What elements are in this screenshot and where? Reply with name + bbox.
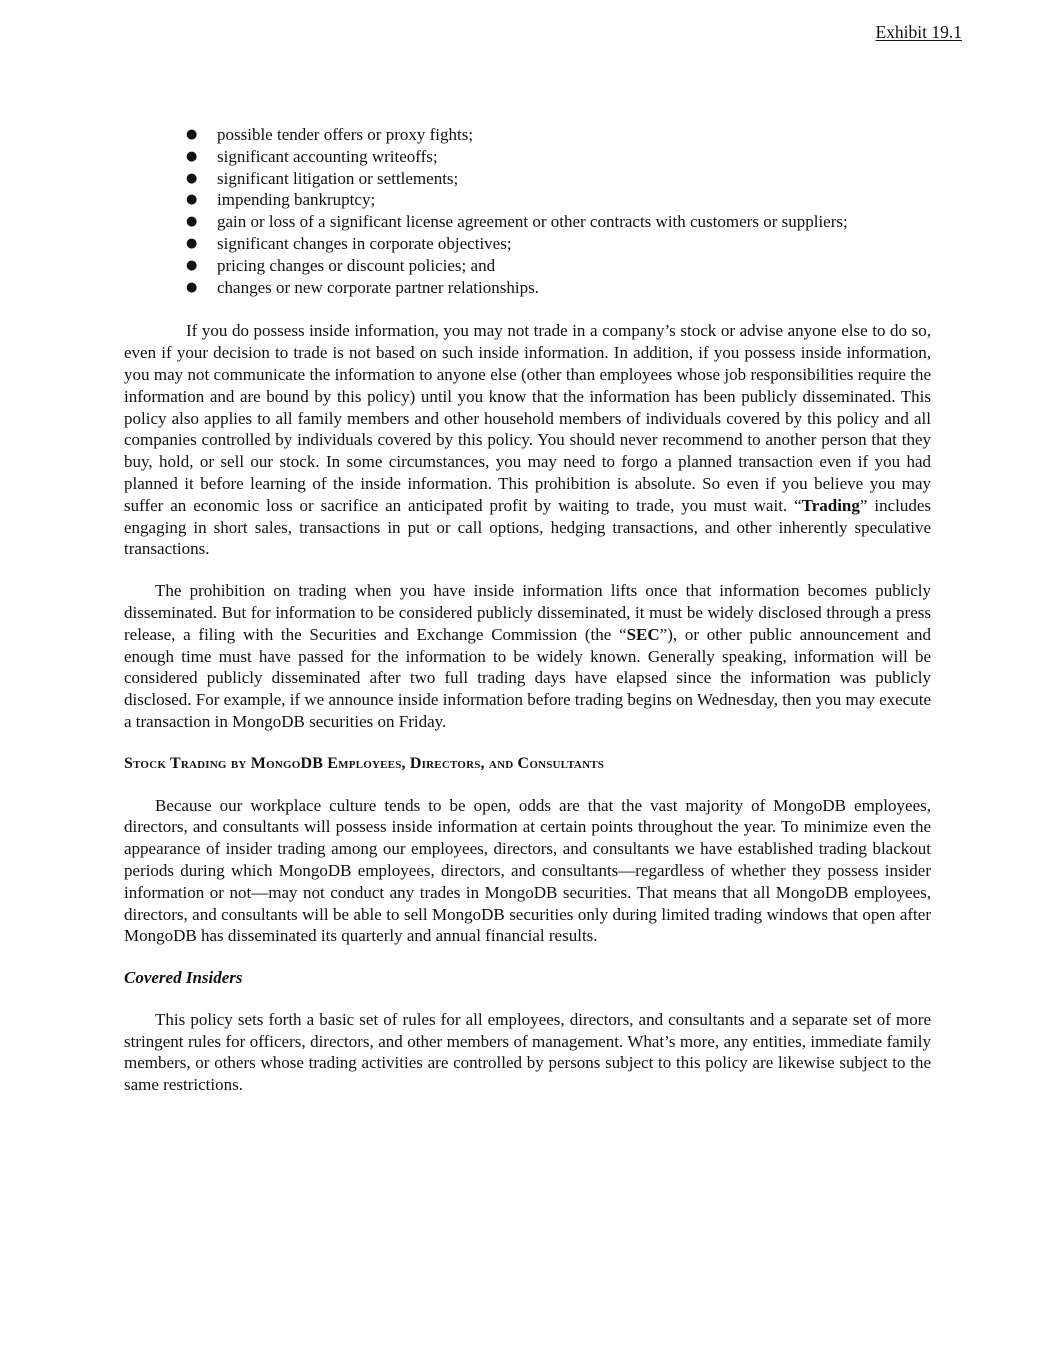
- bullet-icon: ●: [186, 170, 198, 186]
- list-item-text: pricing changes or discount policies; and: [217, 255, 496, 275]
- list-item-text: gain or loss of a significant license agreement or other contracts with customers or suppliers;: [217, 212, 848, 232]
- covered-insiders-paragraph: This policy sets forth a basic set of rules for all employees, directors, and consultants and a separate set of more stringent rules for officers, directors, and other members of management. What’s more, any entities, immediate family members, or others whose trading activities are controlled by persons subject to this policy are likewise subject to the same restrictions.: [124, 1009, 931, 1095]
- bullet-icon: ●: [186, 127, 198, 142]
- list-item: [124, 211, 931, 233]
- paragraph-text: If you do possess inside information, you may not trade in a company’s stock or advise anyone else to do so, even if your decision to trade is not based on such inside information. In addition, if you possess inside information, you may not communicate the information to anyone else (other than employees whose job responsibilities require the information and are bound by this policy) until you know that the information has been publicly disseminated. This policy also applies to all family members and other household members of individuals covered by this policy and all companies controlled by individuals covered by this policy. You should never recommend to another person that they buy, hold, or sell our stock. In some circumstances, you may need to forgo a planned transaction even if you had planned it before learning of the inside information. This prohibition is absolute. So even if you believe you may suffer an economic loss or sacrifice an anticipated profit by waiting to trade, you must wait. “: [124, 321, 931, 515]
- list-item: [124, 233, 931, 255]
- document-body: [124, 124, 931, 1116]
- bullet-icon: ●: [186, 192, 198, 208]
- list-item: [124, 124, 931, 146]
- list-item-text: impending bankruptcy;: [217, 190, 376, 210]
- bullet-icon: ●: [186, 257, 198, 273]
- bullet-icon: ●: [186, 235, 198, 251]
- paragraph-text: The prohibition on trading when you have inside information lifts once that information becomes publicly disseminated. But for information to be considered publicly disseminated, it must be widely disclosed through a press release, a filing with the Securities and Exchange Commission (the “: [124, 581, 931, 644]
- list-item-text: significant changes in corporate objectives;: [217, 233, 512, 253]
- list-item: [124, 277, 931, 299]
- material-information-list: [124, 124, 931, 298]
- paragraph-text: ” includes engaging in short sales, transactions in put or call options, hedging transactions, and other inherently speculative transactions.: [124, 495, 931, 559]
- blackout-periods-paragraph: Because our workplace culture tends to be open, odds are that the vast majority of MongoDB employees, directors, and consultants will possess inside information at certain points throughout the year. To minimize even the appearance of insider trading among our employees, directors, and consultants we have established trading blackout periods during which MongoDB employees, directors, and consultants—regardless of whether they possess insider information or not—may not conduct any trades in MongoDB securities. That means that all MongoDB employees, directors, and consultants will be able to sell MongoDB securities only during limited trading windows that open after MongoDB has disseminated its quarterly and annual financial results.: [124, 795, 931, 946]
- public-dissemination-paragraph: [124, 580, 931, 733]
- list-item-text: significant litigation or settlements;: [217, 168, 459, 188]
- inside-information-paragraph: [124, 320, 931, 560]
- paragraph-text: ”), or other public announcement and enough time must have passed for the information to be widely known. Generally speaking, information will be considered publicly disseminated after two full trading days have elapsed since the information was publicly disclosed. For example, if we announce inside information before trading begins on Wednesday, then you may execute a transaction in MongoDB securities on Friday.: [124, 624, 932, 731]
- list-item-text: significant accounting writeoffs;: [217, 146, 438, 166]
- list-item: [124, 146, 931, 168]
- defined-term-trading: Trading: [801, 495, 860, 515]
- section-heading-stock-trading: Stock Trading by MongoDB Employees, Directors, and Consultants: [124, 754, 605, 772]
- bullet-icon: ●: [186, 279, 198, 295]
- list-item: [124, 255, 931, 277]
- list-item-text: possible tender offers or proxy fights;: [217, 125, 474, 144]
- list-item: [124, 189, 931, 211]
- section-heading-covered-insiders: Covered Insiders: [124, 968, 243, 988]
- exhibit-label: Exhibit 19.1: [875, 22, 962, 42]
- list-item-text: changes or new corporate partner relationships.: [217, 277, 539, 297]
- bullet-icon: ●: [186, 148, 198, 164]
- list-item: [124, 168, 931, 190]
- defined-term-sec: SEC: [626, 624, 660, 644]
- bullet-icon: ●: [186, 214, 198, 230]
